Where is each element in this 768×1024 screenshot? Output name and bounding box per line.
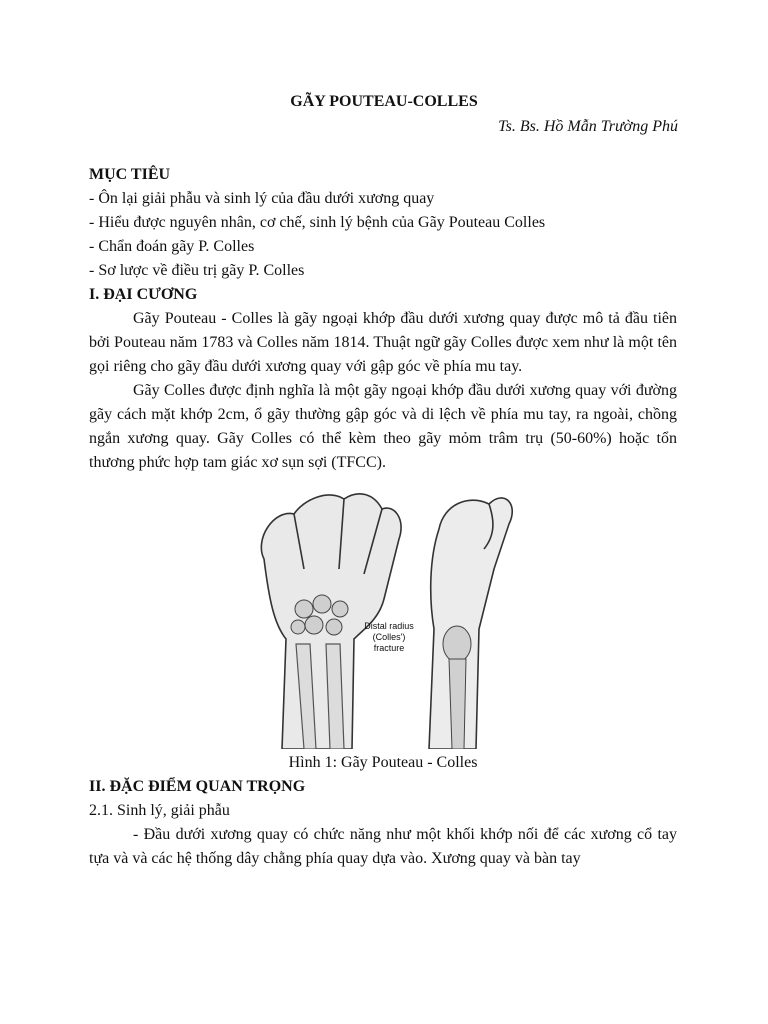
figure-label xyxy=(364,621,414,653)
paragraph: Gãy Colles được định nghĩa là một gãy ngoại khớp đầu dưới xương quay với đường gãy cách mặt khớp 2cm, ổ gãy thường gập góc và di lệch về phía mu tay, ra ngoài, chồng ngắn xương quay. Gãy Colles có thể kèm theo gãy mỏm trâm trụ (50-60%) hoặc tổn thương phức hợp tam giác xơ sụn sợi (TFCC). xyxy=(89,382,677,471)
figure-label-line: (Colles') xyxy=(372,632,406,642)
paragraph: - Đầu dưới xương quay có chức năng như một khối khớp nối để các xương cổ tay tựa và và các hệ thống dây chằng phía quay dựa vào. Xương quay và bàn tay xyxy=(89,826,677,867)
objective-item: - Sơ lược về điều trị gãy P. Colles xyxy=(89,262,305,279)
objective-item: - Hiểu được nguyên nhân, cơ chế, sinh lý bệnh của Gãy Pouteau Colles xyxy=(89,214,546,231)
objective-item: - Chẩn đoán gãy P. Colles xyxy=(89,238,255,255)
right-hand-drawing xyxy=(429,498,512,749)
heading-muc-tieu: MỤC TIÊU xyxy=(89,166,171,183)
document-body xyxy=(89,163,677,871)
objective-item: - Ôn lại giải phẫu và sinh lý của đầu dưới xương quay xyxy=(89,190,435,207)
subheading: 2.1. Sinh lý, giải phẫu xyxy=(89,802,230,819)
wrist-illustration xyxy=(244,479,524,749)
author-line: Ts. Bs. Hồ Mẫn Trường Phú xyxy=(498,118,678,135)
figure-label-line: fracture xyxy=(373,643,405,653)
heading-dai-cuong: I. ĐẠI CƯƠNG xyxy=(89,286,198,303)
figure-label-line: Distal radius xyxy=(364,621,414,631)
heading-dac-diem: II. ĐẶC ĐIỂM QUAN TRỌNG xyxy=(89,778,306,795)
figure-caption: Hình 1: Gãy Pouteau - Colles xyxy=(288,754,478,771)
figure-wrist-fracture xyxy=(89,479,677,751)
document-title: GÃY POUTEAU-COLLES xyxy=(290,93,478,110)
paragraph: Gãy Pouteau - Colles là gãy ngoại khớp đầu dưới xương quay được mô tả đầu tiên bởi Pouteau năm 1783 và Colles năm 1814. Thuật ngữ gãy Colles được xem như là một tên gọi riêng cho gãy đầu dưới xương quay với gập góc về phía mu tay. xyxy=(89,310,677,375)
